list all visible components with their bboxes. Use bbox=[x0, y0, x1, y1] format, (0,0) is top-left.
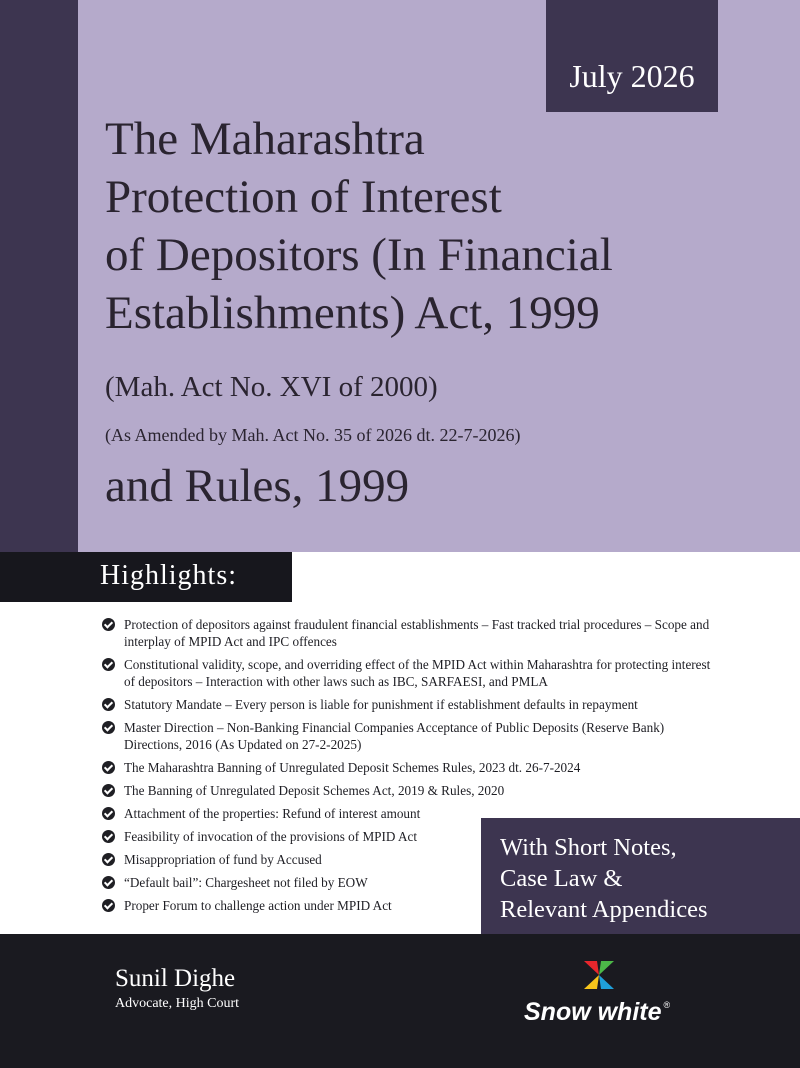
highlight-item bbox=[102, 719, 722, 753]
check-circle-icon bbox=[102, 658, 115, 671]
act-number: (Mah. Act No. XVI of 2000) bbox=[105, 371, 438, 403]
left-color-band bbox=[0, 0, 78, 552]
highlight-text: Feasibility of invocation of the provisions of MPID Act bbox=[124, 829, 418, 844]
highlight-text: “Default bail”: Chargesheet not filed by EOW bbox=[124, 875, 368, 890]
check-circle-icon bbox=[102, 698, 115, 711]
book-title bbox=[105, 110, 745, 342]
amendment-note: (As Amended by Mah. Act No. 35 of 2026 dt. 22-7-2026) bbox=[105, 425, 521, 445]
highlight-item bbox=[102, 656, 722, 690]
publisher-logo-text bbox=[524, 990, 670, 1027]
colored-windmill-logo-icon bbox=[582, 960, 616, 990]
highlight-text: Constitutional validity, scope, and overriding effect of the MPID Act within Maharashtra for protecting interest of depositors – Interaction with other laws such as IBC, SARFAESI, and PMLA bbox=[124, 657, 711, 689]
rules-title: and Rules, 1999 bbox=[105, 460, 410, 512]
highlight-text: Statutory Mandate – Every person is liable for punishment if establishment defaults in repayment bbox=[124, 697, 638, 712]
check-circle-icon bbox=[102, 761, 115, 774]
author-name: Sunil Dighe bbox=[115, 965, 236, 992]
check-circle-icon bbox=[102, 853, 115, 866]
highlight-text: Master Direction – Non-Banking Financial Companies Acceptance of Public Deposits (Reserve Bank) Directions, 2016 (As Updated on 27-2-2025) bbox=[124, 720, 665, 752]
author-role: Advocate, High Court bbox=[115, 996, 240, 1011]
check-circle-icon bbox=[102, 876, 115, 889]
highlight-item bbox=[102, 782, 722, 799]
highlight-text: Misappropriation of fund by Accused bbox=[124, 852, 322, 867]
highlight-text: The Maharashtra Banning of Unregulated Deposit Schemes Rules, 2023 dt. 26-7-2024 bbox=[124, 760, 581, 775]
check-circle-icon bbox=[102, 807, 115, 820]
edition-date: July 2026 bbox=[569, 58, 695, 94]
notes-line: Case Law & bbox=[500, 865, 623, 892]
title-line: The Maharashtra bbox=[105, 113, 425, 165]
highlights-heading: Highlights: bbox=[100, 560, 238, 591]
check-circle-icon bbox=[102, 721, 115, 734]
highlight-text: Attachment of the properties: Refund of interest amount bbox=[124, 806, 421, 821]
check-circle-icon bbox=[102, 784, 115, 797]
check-circle-icon bbox=[102, 618, 115, 631]
check-circle-icon bbox=[102, 899, 115, 912]
registered-mark: ® bbox=[663, 1000, 671, 1010]
highlight-item bbox=[102, 759, 722, 776]
check-circle-icon bbox=[102, 830, 115, 843]
highlight-item bbox=[102, 696, 722, 713]
highlight-item bbox=[102, 616, 722, 650]
highlight-text: Protection of depositors against fraudulent financial establishments – Fast tracked trial procedures – Scope and interplay of MPID Act and IPC offences bbox=[124, 617, 710, 649]
notes-line: With Short Notes, bbox=[500, 834, 677, 861]
title-line: Protection of Interest bbox=[105, 171, 502, 223]
notes-callout-text bbox=[500, 832, 708, 925]
highlight-text: Proper Forum to challenge action under MPID Act bbox=[124, 898, 392, 913]
highlight-text: The Banning of Unregulated Deposit Schemes Act, 2019 & Rules, 2020 bbox=[124, 783, 505, 798]
notes-line: Relevant Appendices bbox=[500, 896, 708, 923]
title-line: of Depositors (In Financial bbox=[105, 229, 613, 281]
title-line: Establishments) Act, 1999 bbox=[105, 287, 600, 339]
publisher-name: Snow white bbox=[524, 998, 662, 1026]
